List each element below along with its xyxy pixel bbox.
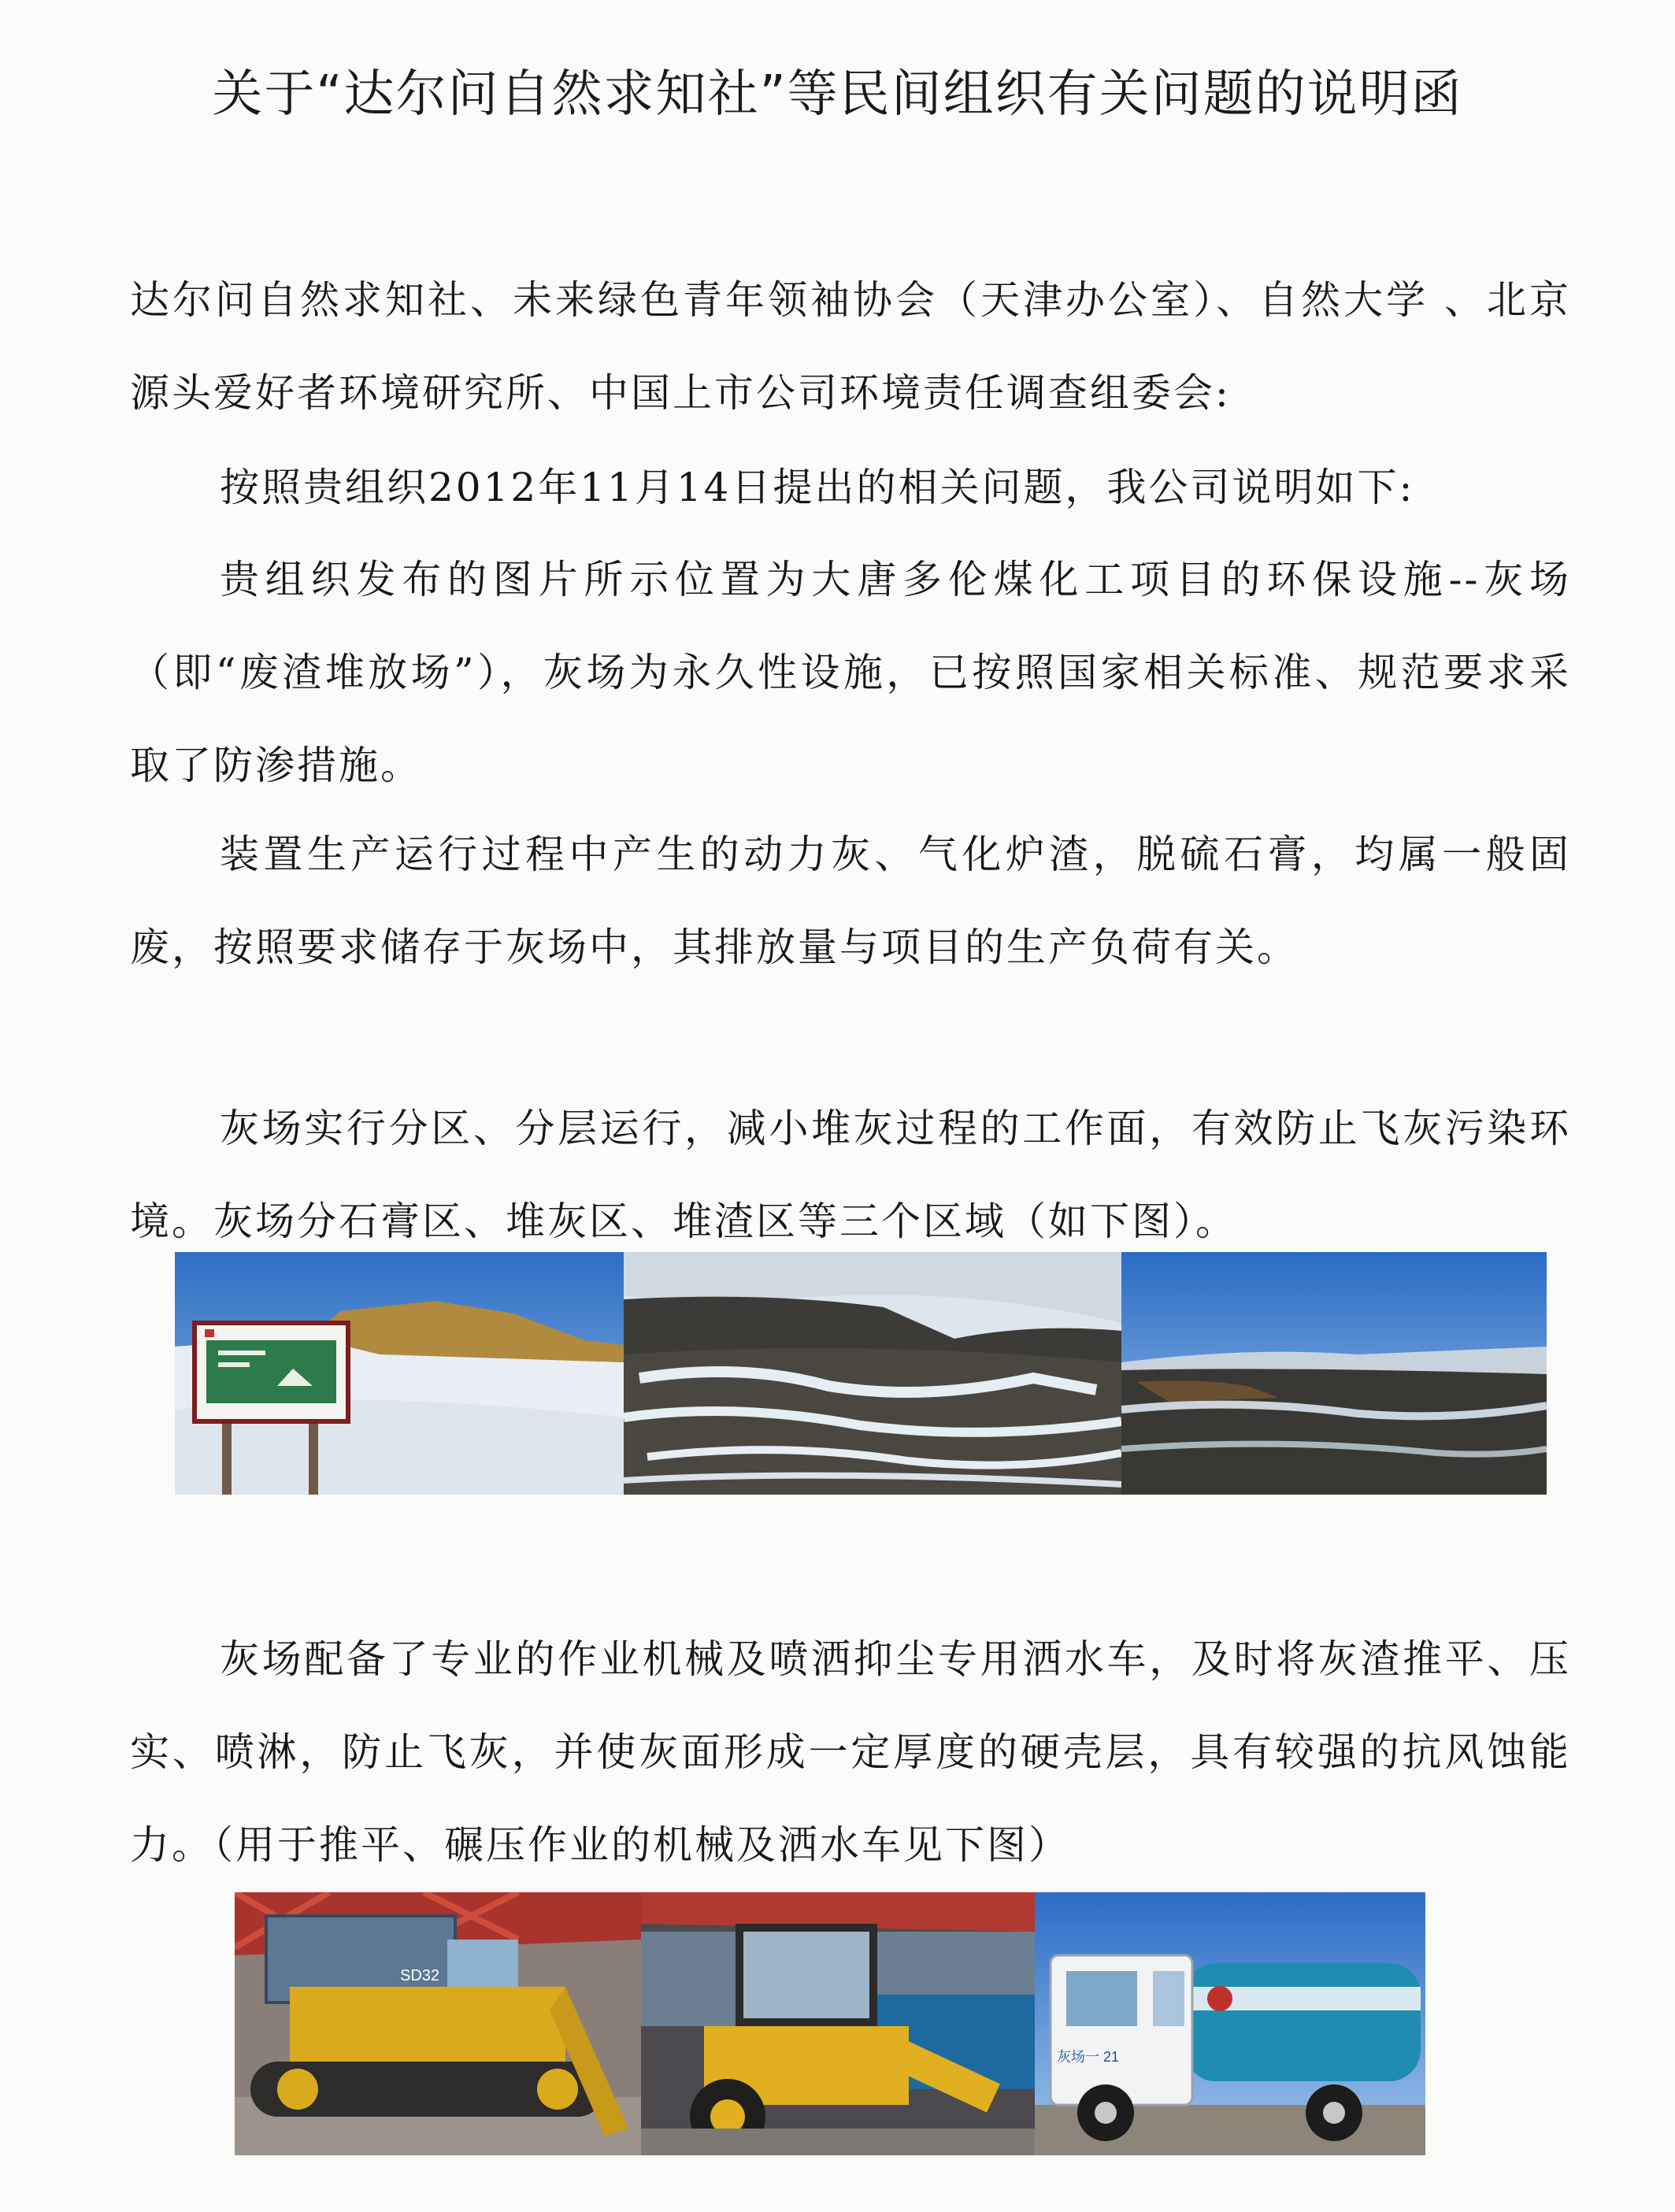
ash-site-photo-strip [175,1252,1547,1495]
paragraph-intro: 按照贵组织2012年11月14日提出的相关问题，我公司说明如下: [220,465,1415,510]
bulldozer-photo [235,1892,641,2155]
truck-door-label: 灰场一 21 [1057,2049,1120,2065]
water-truck-photo [1035,1892,1425,2155]
paragraph-zones: 灰场实行分区、分层运行，减小堆灰过程的工作面，有效防止飞灰污染环境。灰场分石膏区、堆灰区、堆渣区等三个区域（如下图）。 [130,1106,1571,1244]
loader-photo [641,1892,1035,2155]
machinery-photo-strip [235,1892,1425,2155]
page-title: 关于“达尔问自然求知社”等民间组织有关问题的说明函 [212,65,1463,124]
ash-zone-photo [624,1252,1121,1495]
gypsum-zone-photo [175,1252,624,1495]
paragraph-machinery: 灰场配备了专业的作业机械及喷洒抑尘专用洒水车，及时将灰渣推平、压实、喷淋，防止飞灰，并使灰面形成一定厚度的硬壳层，具有较强的抗风蚀能力。（用于推平、碾压作业的机械及洒水车见下图） [130,1636,1571,1868]
slag-zone-photo [1121,1252,1547,1495]
addressee: 达尔问自然求知社、未来绿色青年领袖协会（天津办公室）、自然大学 、北京源头爱好者环境研究所、中国上市公司环境责任调查组委会: [130,277,1571,416]
dozer-model-label: SD32 [400,1967,440,1984]
paragraph-solid-waste: 装置生产运行过程中产生的动力灰、气化炉渣，脱硫石膏，均属一般固废，按照要求储存于灰场中，其排放量与项目的生产负荷有关。 [130,832,1571,970]
paragraph-ash-site: 贵组织发布的图片所示位置为大唐多伦煤化工项目的环保设施--灰场（即“废渣堆放场”），灰场为永久性设施，已按照国家相关标准、规范要求采取了防渗措施。 [130,557,1571,788]
